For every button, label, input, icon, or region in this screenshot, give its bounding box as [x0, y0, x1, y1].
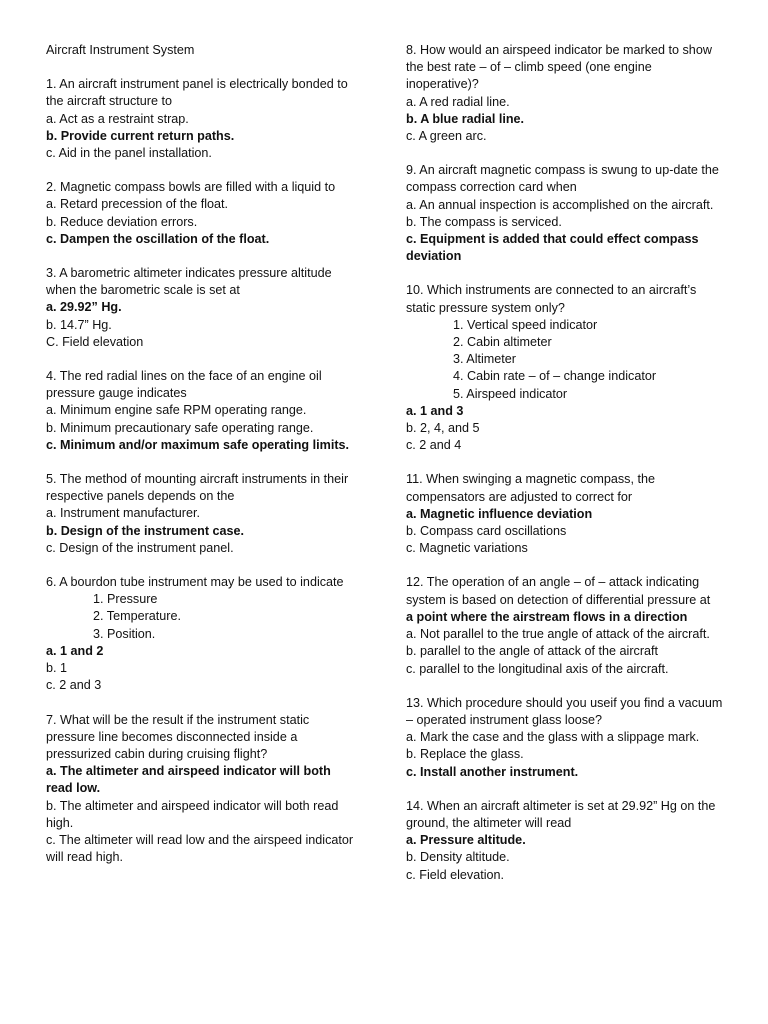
question-line: system is based on detection of differential pressure at — [406, 592, 711, 607]
question-text: 7. What will be the result if the instrument static pressure line becomes disconnected inside a pressurized cabin during cruising flight? — [46, 712, 310, 761]
question-block — [406, 574, 728, 677]
question-text: 6. A bourdon tube instrument may be used to indicate — [46, 575, 344, 590]
list-item: 3. Altimeter — [453, 352, 516, 367]
left-column — [46, 42, 358, 883]
question-text: 4. The red radial lines on the face of an engine oil pressure gauge indicates — [46, 369, 322, 401]
list-item: 2. Temperature. — [93, 609, 181, 624]
answer-option: a. Minimum engine safe RPM operating range. — [46, 403, 307, 418]
answer-option: b. Reduce deviation errors. — [46, 214, 198, 229]
answer-option: b. parallel to the angle of attack of the aircraft — [406, 644, 659, 659]
answer-option: a. Retard precession of the float. — [46, 197, 229, 212]
answer-option: b. 1 — [46, 661, 68, 676]
document-title: Aircraft Instrument System — [46, 43, 195, 57]
question-block — [46, 574, 358, 694]
answer-option: b. Density altitude. — [406, 850, 510, 865]
question-block — [46, 265, 358, 351]
question-block — [406, 798, 728, 884]
list-item: 3. Position. — [93, 626, 156, 641]
question-text: 10. Which instruments are connected to an aircraft’s static pressure system only? — [406, 283, 697, 315]
answer-option: c. The altimeter will read low and the airspeed indicator will read high. — [46, 832, 354, 865]
list-item: 2. Cabin altimeter — [453, 335, 552, 350]
right-column — [406, 42, 728, 901]
answer-option-correct: a. Magnetic influence deviation — [406, 506, 593, 521]
question-text: 2. Magnetic compass bowls are filled with a liquid to — [46, 180, 336, 195]
answer-option: a. Instrument manufacturer. — [46, 506, 200, 521]
question-text: 12. The operation of an angle – of – attack indicating — [406, 575, 700, 590]
answer-option: a. An annual inspection is accomplished on the aircraft. — [406, 197, 714, 212]
question-block — [46, 179, 358, 248]
answer-option-correct: c. Minimum and/or maximum safe operating limits. — [46, 437, 350, 452]
answer-option: C. Field elevation — [46, 334, 144, 349]
answer-option-correct: c. Install another instrument. — [406, 764, 579, 779]
question-text: 1. An aircraft instrument panel is electrically bonded to the aircraft structure to — [46, 77, 348, 109]
right-question-list — [406, 42, 728, 884]
answer-option: c. parallel to the longitudinal axis of the aircraft. — [406, 661, 669, 676]
answer-option-correct: a. The altimeter and airspeed indicator will both read low. — [46, 764, 331, 796]
answer-option-correct: b. Design of the instrument case. — [46, 523, 245, 538]
answer-option: a. Mark the case and the glass with a slippage mark. — [406, 730, 700, 745]
answer-option: b. The altimeter and airspeed indicator will both read high. — [46, 798, 339, 830]
answer-option: a. Act as a restraint strap. — [46, 111, 189, 126]
question-block — [406, 471, 728, 557]
question-block — [406, 695, 728, 781]
list-item: 1. Vertical speed indicator — [453, 317, 598, 332]
answer-option-correct: c. Dampen the oscillation of the float. — [46, 231, 270, 246]
question-block — [46, 471, 358, 557]
answer-option-correct: a. Pressure altitude. — [406, 833, 526, 848]
answer-option-correct: a. 29.92” Hg. — [46, 300, 122, 315]
question-text: 3. A barometric altimeter indicates pressure altitude when the barometric scale is set at — [46, 266, 332, 298]
question-block — [46, 368, 358, 454]
question-block — [406, 162, 728, 265]
answer-option-correct: c. Equipment is added that could effect compass deviation — [406, 232, 699, 264]
question-text: 5. The method of mounting aircraft instruments in their respective panels depends on the — [46, 472, 349, 504]
list-item: 4. Cabin rate – of – change indicator — [453, 369, 657, 384]
question-text: 14. When an aircraft altimeter is set at 29.92” Hg on the ground, the altimeter will read — [406, 798, 716, 830]
question-text: 11. When swinging a magnetic compass, the compensators are adjusted to correct for — [406, 472, 655, 504]
left-question-list — [46, 76, 358, 866]
answer-option: a. Not parallel to the true angle of attack of the aircraft. — [406, 627, 710, 642]
answer-option-correct: a. 1 and 3 — [406, 403, 464, 418]
answer-option: b. 14.7” Hg. — [46, 317, 112, 332]
answer-option: b. Minimum precautionary safe operating range. — [46, 420, 314, 435]
answer-option: c. A green arc. — [406, 129, 487, 144]
answer-option-correct: a point where the airstream flows in a direction — [406, 609, 688, 624]
answer-option: b. The compass is serviced. — [406, 214, 562, 229]
question-block — [406, 42, 728, 145]
answer-option: c. Field elevation. — [406, 867, 505, 882]
answer-option-correct: b. Provide current return paths. — [46, 128, 235, 143]
question-text: 9. An aircraft magnetic compass is swung to up-date the compass correction card when — [406, 163, 719, 195]
answer-option-correct: a. 1 and 2 — [46, 643, 104, 658]
question-text: 13. Which procedure should you useif you find a vacuum – operated instrument glass loose? — [406, 695, 723, 727]
answer-option: a. A red radial line. — [406, 94, 510, 109]
list-item: 1. Pressure — [93, 592, 158, 607]
question-text: 8. How would an airspeed indicator be marked to show the best rate – of – climb speed (one engine inoperative)? — [406, 43, 712, 92]
question-block — [46, 76, 358, 162]
answer-option: c. Aid in the panel installation. — [46, 146, 212, 161]
answer-option: b. 2, 4, and 5 — [406, 421, 480, 436]
answer-option: c. Magnetic variations — [406, 541, 528, 556]
answer-option: c. Design of the instrument panel. — [46, 540, 234, 555]
answer-option: b. Replace the glass. — [406, 747, 524, 762]
answer-option-correct: b. A blue radial line. — [406, 111, 525, 126]
question-block — [46, 712, 358, 867]
list-item: 5. Airspeed indicator — [453, 386, 568, 401]
question-block — [406, 282, 728, 454]
answer-option: c. 2 and 3 — [46, 678, 102, 693]
answer-option: c. 2 and 4 — [406, 438, 462, 453]
answer-option: b. Compass card oscillations — [406, 524, 567, 539]
